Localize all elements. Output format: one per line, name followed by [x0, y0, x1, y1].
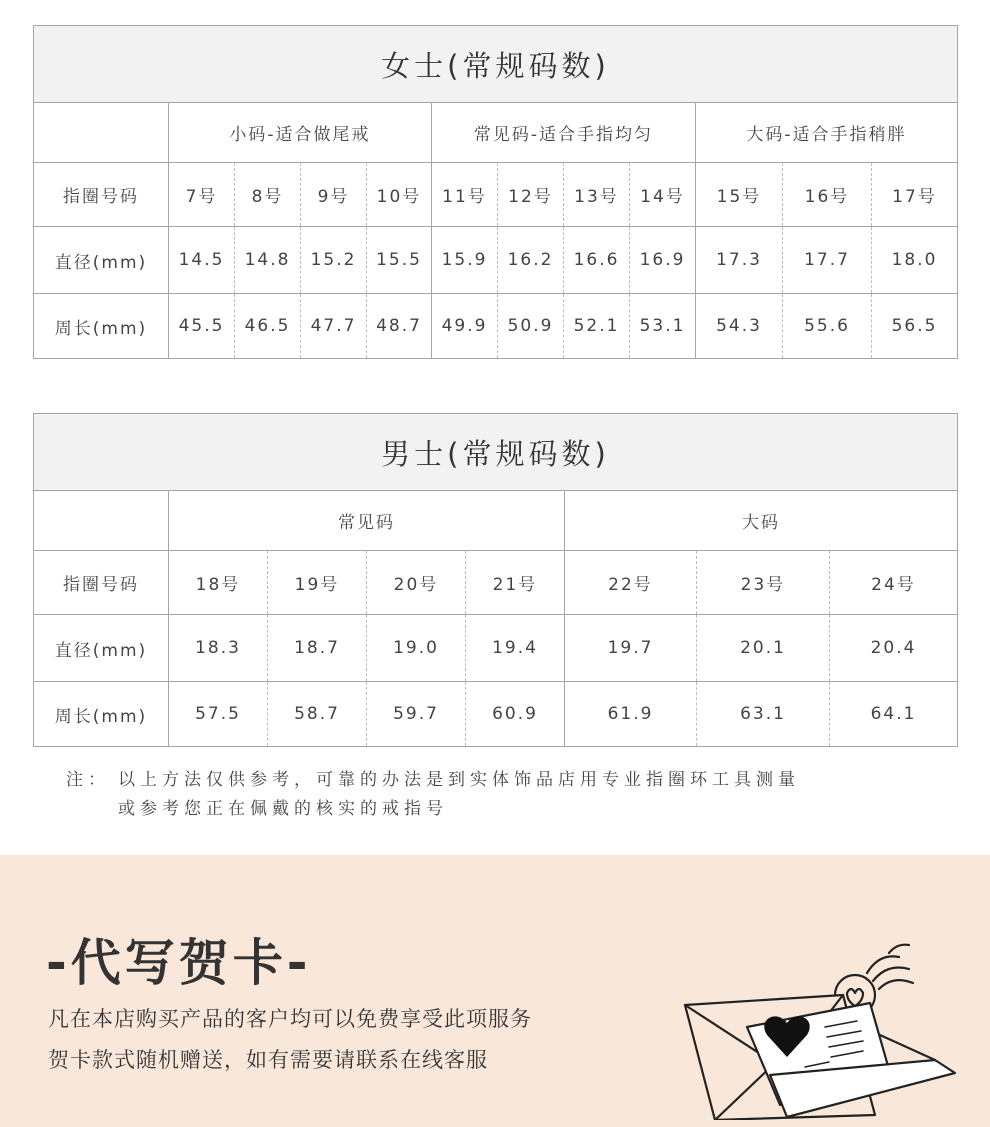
women-circumference-row	[34, 294, 957, 358]
diameter-cell: 19.7	[565, 615, 697, 681]
circumference-cell: 53.1	[630, 294, 696, 358]
diameter-cell: 16.2	[498, 227, 564, 293]
circumference-cell: 50.9	[498, 294, 564, 358]
diameter-cell: 20.4	[870, 638, 917, 658]
diameter-cell: 17.7	[783, 227, 872, 293]
circumference-cell: 47.7	[301, 294, 367, 358]
diameter-cell: 15.5	[367, 227, 432, 293]
size-cell: 15号	[696, 163, 783, 226]
diameter-cell: 17.3	[696, 227, 783, 293]
measurement-note	[66, 766, 946, 824]
men-diameter-row	[34, 615, 957, 682]
empty-corner-cell	[34, 491, 169, 550]
circumference-cell: 52.1	[564, 294, 630, 358]
circumference-cell: 54.3	[696, 294, 783, 358]
size-cell: 16号	[783, 163, 872, 226]
circumference-cell: 61.9	[565, 682, 697, 746]
men-size-table	[33, 413, 958, 747]
women-group-large: 大码-适合手指稍胖	[746, 125, 907, 145]
size-cell: 9号	[301, 163, 367, 226]
circumference-cell: 46.5	[235, 294, 301, 358]
diameter-cell: 19.0	[367, 615, 466, 681]
size-cell: 14号	[630, 163, 696, 226]
circumference-cell: 58.7	[268, 682, 367, 746]
diameter-cell: 18.7	[268, 615, 367, 681]
row-label: 指圈号码	[34, 163, 169, 226]
women-group-row	[34, 103, 957, 163]
diameter-cell: 18.3	[169, 615, 268, 681]
promo-line-1: 凡在本店购买产品的客户均可以免费享受此项服务	[48, 1007, 532, 1031]
women-size-row	[34, 163, 957, 227]
diameter-cell: 15.2	[301, 227, 367, 293]
size-cell: 20号	[367, 551, 466, 614]
diameter-cell: 19.4	[466, 615, 565, 681]
size-cell: 22号	[565, 551, 697, 614]
size-cell: 11号	[432, 163, 498, 226]
greeting-card-promo-banner	[0, 855, 990, 1127]
women-group-common: 常见码-适合手指均匀	[432, 103, 696, 162]
size-cell: 12号	[498, 163, 564, 226]
size-cell: 21号	[466, 551, 565, 614]
circumference-cell: 64.1	[870, 704, 917, 724]
circumference-cell: 49.9	[432, 294, 498, 358]
men-table-title: 男士(常规码数)	[34, 414, 957, 491]
size-cell: 10号	[367, 163, 432, 226]
diameter-cell: 14.8	[235, 227, 301, 293]
diameter-cell: 18.0	[891, 250, 938, 270]
diameter-cell: 15.9	[432, 227, 498, 293]
women-table-title: 女士(常规码数)	[34, 26, 957, 103]
note-line-2: 或参考您正在佩戴的核实的戒指号	[118, 799, 448, 819]
empty-corner-cell	[34, 103, 169, 162]
size-cell: 13号	[564, 163, 630, 226]
promo-title: -代写贺卡-	[46, 934, 312, 992]
promo-line-2: 贺卡款式随机赠送，如有需要请联系在线客服	[48, 1048, 488, 1072]
size-cell: 8号	[235, 163, 301, 226]
men-size-row	[34, 551, 957, 615]
envelope-heart-card-icon	[675, 895, 965, 1120]
circumference-cell: 45.5	[169, 294, 235, 358]
men-group-row	[34, 491, 957, 551]
circumference-cell: 55.6	[783, 294, 872, 358]
circumference-cell: 60.9	[466, 682, 565, 746]
circumference-cell: 56.5	[891, 316, 938, 336]
women-diameter-row	[34, 227, 957, 294]
size-cell: 17号	[892, 187, 937, 207]
row-label: 周长(mm)	[34, 294, 169, 358]
men-group-common: 常见码	[169, 491, 565, 550]
diameter-cell: 20.1	[697, 615, 830, 681]
women-group-small: 小码-适合做尾戒	[169, 103, 432, 162]
diameter-cell: 16.6	[564, 227, 630, 293]
diameter-cell: 16.9	[630, 227, 696, 293]
men-group-large: 大码	[742, 513, 780, 533]
circumference-cell: 59.7	[367, 682, 466, 746]
circumference-cell: 48.7	[367, 294, 432, 358]
diameter-cell: 14.5	[169, 227, 235, 293]
women-size-table	[33, 25, 958, 359]
row-label: 指圈号码	[34, 551, 169, 614]
size-cell: 23号	[697, 551, 830, 614]
circumference-cell: 63.1	[697, 682, 830, 746]
row-label: 直径(mm)	[34, 227, 169, 293]
row-label: 周长(mm)	[34, 682, 169, 746]
size-cell: 19号	[268, 551, 367, 614]
row-label: 直径(mm)	[34, 615, 169, 681]
note-prefix: 注：	[66, 770, 110, 790]
note-line-1: 以上方法仅供参考，可靠的办法是到实体饰品店用专业指圈环工具测量	[118, 770, 800, 790]
men-circumference-row	[34, 682, 957, 746]
size-cell: 24号	[871, 575, 916, 595]
circumference-cell: 57.5	[169, 682, 268, 746]
size-cell: 7号	[169, 163, 235, 226]
size-cell: 18号	[169, 551, 268, 614]
